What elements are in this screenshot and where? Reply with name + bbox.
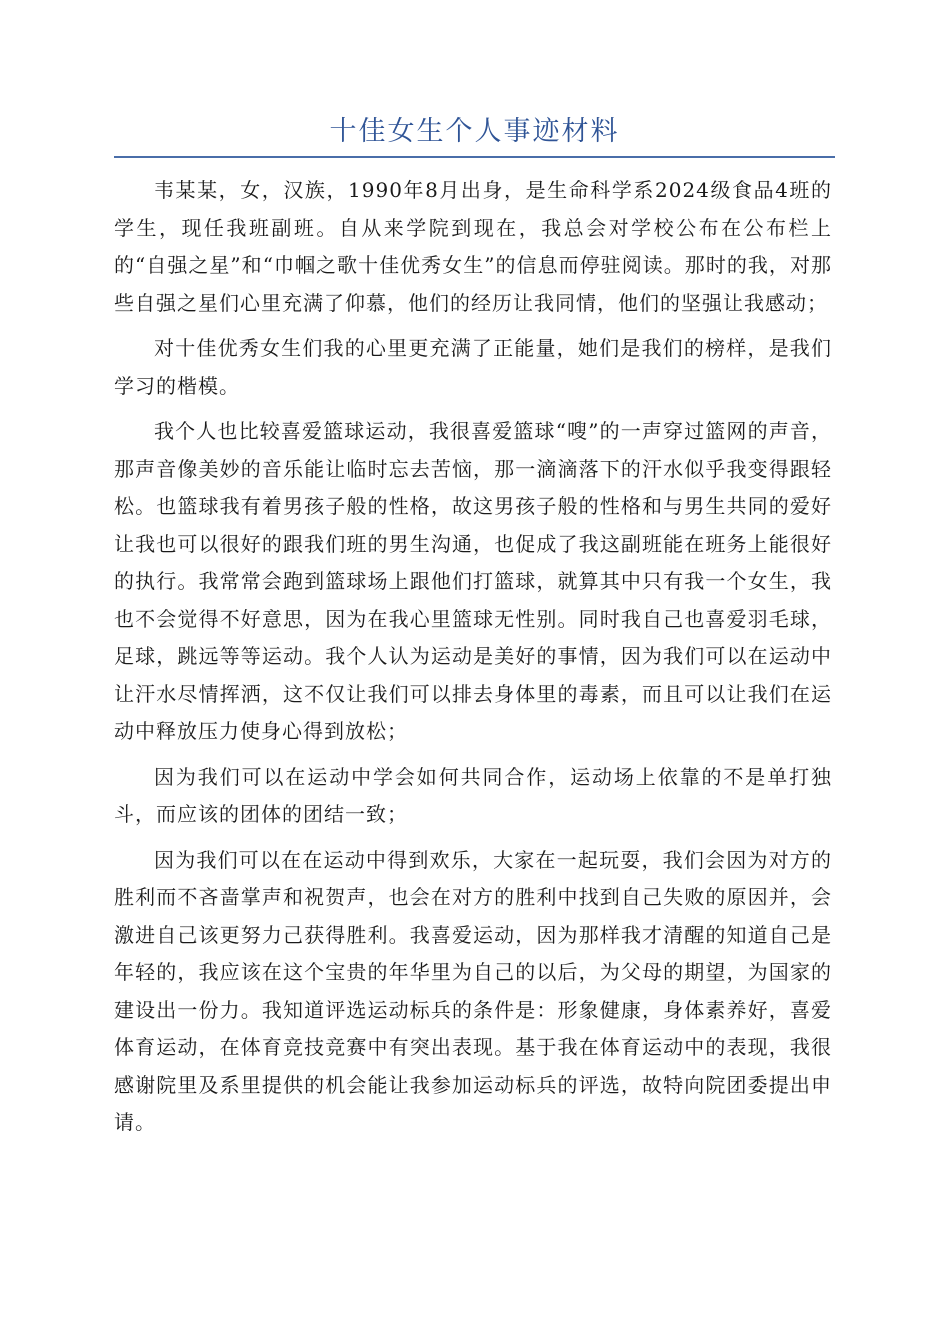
document-body [114, 172, 832, 1150]
paragraph-3: 我个人也比较喜爱篮球运动，我很喜爱篮球“嗖”的一声穿过篮网的声音，那声音像美妙的音乐能让临时忘去苦恼，那一滴滴落下的汗水似乎我变得跟轻松。也篮球我有着男孩子般的性格，故这男孩子般的性格和与男生共同的爱好让我也可以很好的跟我们班的男生沟通，也促成了我这副班能在班务上能很好的执行。我常常会跑到篮球场上跟他们打篮球，就算其中只有我一个女生，我也不会觉得不好意思，因为在我心里篮球无性别。同时我自己也喜爱羽毛球，足球，跳远等等运动。我个人认为运动是美好的事情，因为我们可以在运动中让汗水尽情挥洒，这不仅让我们可以排去身体里的毒素，而且可以让我们在运动中释放压力使身心得到放松； [114, 419, 832, 743]
paragraph-4: 因为我们可以在运动中学会如何共同合作，运动场上依靠的不是单打独斗，而应该的团体的团结一致； [114, 764, 832, 826]
paragraph-1: 韦某某，女，汉族，1990年8月出身，是生命科学系2024级食品4班的学生，现任我班副班。自从来学院到现在，我总会对学校公布在公布栏上的“自强之星”和“巾帼之歌十佳优秀女生”的信息而停驻阅读。那时的我，对那些自强之星们心里充满了仰慕，他们的经历让我同情，他们的坚强让我感动； [114, 178, 832, 315]
paragraph-2: 对十佳优秀女生们我的心里更充满了正能量，她们是我们的榜样，是我们学习的楷模。 [114, 336, 832, 398]
title-block [114, 112, 835, 158]
paragraph-5: 因为我们可以在在运动中得到欢乐，大家在一起玩耍，我们会因为对方的胜利而不吝啬掌声和祝贺声，也会在对方的胜利中找到自己失败的原因并，会激进自己该更努力己获得胜利。我喜爱运动，因为那样我才清醒的知道自己是年轻的，我应该在这个宝贵的年华里为自己的以后，为父母的期望，为国家的建设出一份力。我知道评选运动标兵的条件是：形象健康，身体素养好，喜爱体育运动，在体育竞技竞赛中有突出表现。基于我在体育运动中的表现，我很感谢院里及系里提供的机会能让我参加运动标兵的评选，故特向院团委提出申请。 [114, 847, 832, 1134]
page-title: 十佳女生个人事迹材料 [329, 116, 620, 147]
